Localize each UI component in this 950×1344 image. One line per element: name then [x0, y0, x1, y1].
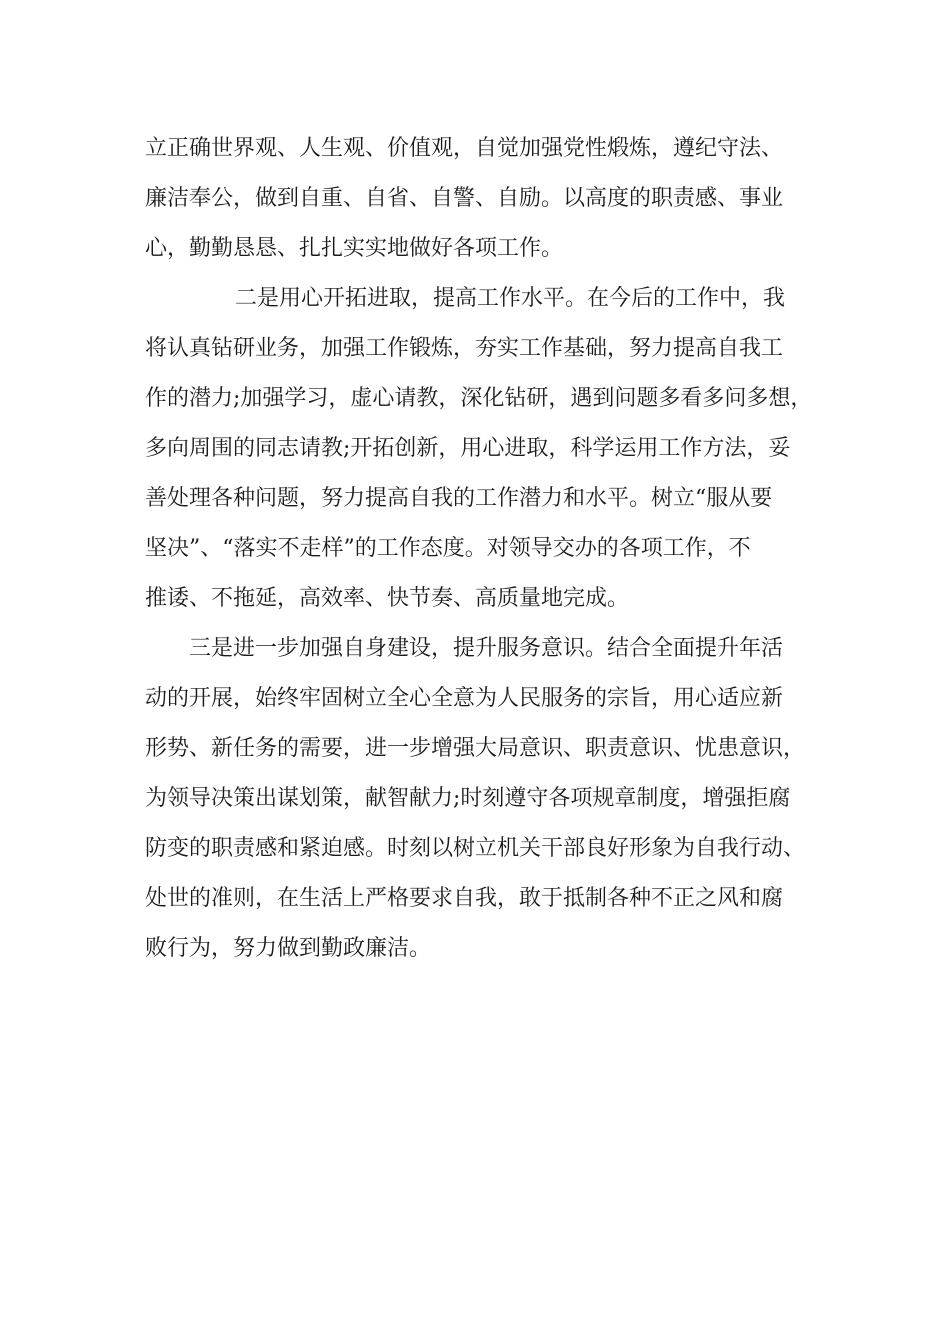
- text-line: 败行为，努力做到勤政廉洁。: [145, 936, 432, 961]
- text-line: 作的潜力;加强学习，虚心请教，深化钻研，遇到问题多看多问多想，: [145, 386, 813, 411]
- text-line: 将认真钻研业务，加强工作锻炼，夯实工作基础，努力提高自我工: [145, 336, 784, 361]
- text-line: 善处理各种问题，努力提高自我的工作潜力和水平。树立“服从要: [145, 486, 773, 511]
- text-line: 坚决”、“落实不走样”的工作态度。对领导交办的各项工作，不: [145, 536, 751, 561]
- text-line: 二是用心开拓进取，提高工作水平。在今后的工作中，我: [235, 286, 786, 311]
- text-line: 三是进一步加强自身建设，提升服务意识。结合全面提升年活: [189, 636, 784, 661]
- text-line: 为领导决策出谋划策，献智献力;时刻遵守各项规章制度，增强拒腐: [145, 786, 791, 811]
- text-line: 形势、新任务的需要，进一步增强大局意识、职责意识、忧患意识，: [145, 736, 806, 761]
- text-line: 动的开展，始终牢固树立全心全意为人民服务的宗旨，用心适应新: [145, 686, 784, 711]
- text-line: 推诿、不拖延，高效率、快节奏、高质量地完成。: [145, 586, 630, 611]
- text-line: 处世的准则，在生活上严格要求自我，敢于抵制各种不正之风和腐: [145, 886, 784, 911]
- text-line: 多向周围的同志请教;开拓创新，用心进取，科学运用工作方法，妥: [145, 436, 791, 461]
- text-line: 防变的职责感和紧迫感。时刻以树立机关干部良好形象为自我行动、: [145, 836, 806, 861]
- text-line: 立正确世界观、人生观、价值观，自觉加强党性煅炼，遵纪守法、: [145, 136, 784, 161]
- text-line: 心，勤勤恳恳、扎扎实实地做好各项工作。: [145, 236, 564, 261]
- text-line: 廉洁奉公，做到自重、自省、自警、自励。以高度的职责感、事业: [145, 186, 784, 211]
